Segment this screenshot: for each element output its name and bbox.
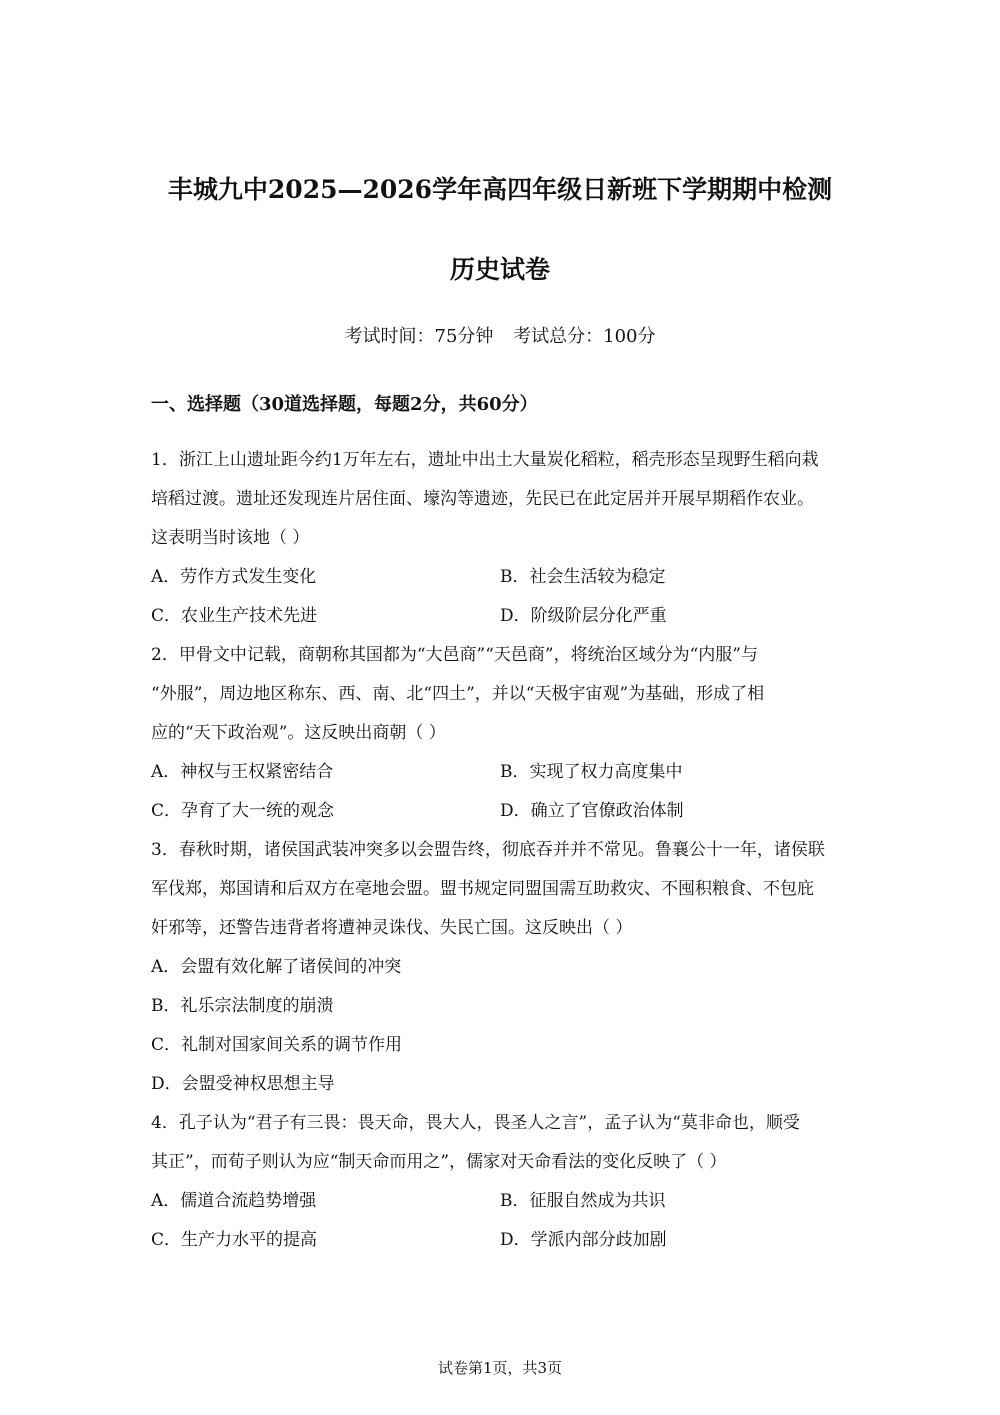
question-3-line-1: 3．春秋时期，诸侯国武装冲突多以会盟告终，彻底吞并并不常见。鲁襄公十一年，诸侯联 [151, 840, 825, 860]
question-4-line-1: 4．孔子认为“君子有三畏：畏天命，畏大人，畏圣人之言”，孟子认为“莫非命也，顺受 [151, 1113, 800, 1133]
section-heading: 一、选择题（30道选择题，每题2分，共60分） [151, 394, 538, 415]
question-2-option-c: C．孕育了大一统的观念 [151, 801, 335, 821]
question-3-line-2: 军伐郑，郑国请和后双方在亳地会盟。盟书规定同盟国需互助救灾、不囤积粮食、不包庇 [151, 879, 814, 899]
question-4-option-d: D．学派内部分歧加剧 [500, 1230, 667, 1250]
question-3-option-a: A．会盟有效化解了诸侯间的冲突 [151, 957, 402, 977]
question-1-option-a: A．劳作方式发生变化 [151, 567, 317, 587]
question-3-option-d: D．会盟受神权思想主导 [151, 1074, 335, 1094]
question-2-line-3: 应的“天下政治观”。这反映出商朝（ ） [151, 723, 446, 743]
exam-subject-title: 历史试卷 [449, 255, 550, 284]
question-2-line-2: “外服”，周边地区称东、西、南、北“四土”，并以“天极宇宙观”为基础，形成了相 [151, 684, 765, 704]
question-2-line-1: 2．甲骨文中记载，商朝称其国都为“大邑商”“天邑商”，将统治区域分为“内服”与 [151, 645, 758, 665]
question-1-option-d: D．阶级阶层分化严重 [500, 606, 667, 626]
exam-score: 考试总分：100分 [513, 326, 656, 347]
question-3-option-c: C．礼制对国家间关系的调节作用 [151, 1035, 403, 1055]
question-2-option-a: A．神权与王权紧密结合 [151, 762, 334, 782]
question-1-option-b: B．社会生活较为稳定 [500, 567, 666, 587]
question-1-option-c: C．农业生产技术先进 [151, 606, 318, 626]
question-3-option-b: B．礼乐宗法制度的崩溃 [151, 996, 334, 1016]
exam-title: 丰城九中2025—2026学年高四年级日新班下学期期中检测 [167, 175, 833, 204]
question-1-line-2: 培稻过渡。遗址还发现连片居住面、壕沟等遗迹，先民已在此定居并开展早期稻作农业。 [151, 489, 814, 509]
exam-info [0, 322, 1000, 348]
page-footer: 试卷第1页，共3页 [437, 1359, 563, 1377]
question-1-line-3: 这表明当时该地（ ） [151, 528, 310, 548]
question-4-option-b: B．征服自然成为共识 [500, 1191, 666, 1211]
question-2-option-d: D．确立了官僚政治体制 [500, 801, 684, 821]
question-4-line-2: 其正”，而荀子则认为应“制天命而用之”，儒家对天命看法的变化反映了（ ） [151, 1152, 727, 1172]
question-3-line-3: 奸邪等，还警告违背者将遭神灵诛伐、失民亡国。这反映出（ ） [151, 918, 633, 938]
question-4-option-a: A．儒道合流趋势增强 [151, 1191, 317, 1211]
question-1-line-1: 1．浙江上山遗址距今约1万年左右，遗址中出土大量炭化稻粒，稻壳形态呈现野生稻向栽 [151, 450, 819, 470]
exam-time: 考试时间：75分钟 [344, 326, 494, 347]
question-2-option-b: B．实现了权力高度集中 [500, 762, 683, 782]
question-4-option-c: C．生产力水平的提高 [151, 1230, 318, 1250]
